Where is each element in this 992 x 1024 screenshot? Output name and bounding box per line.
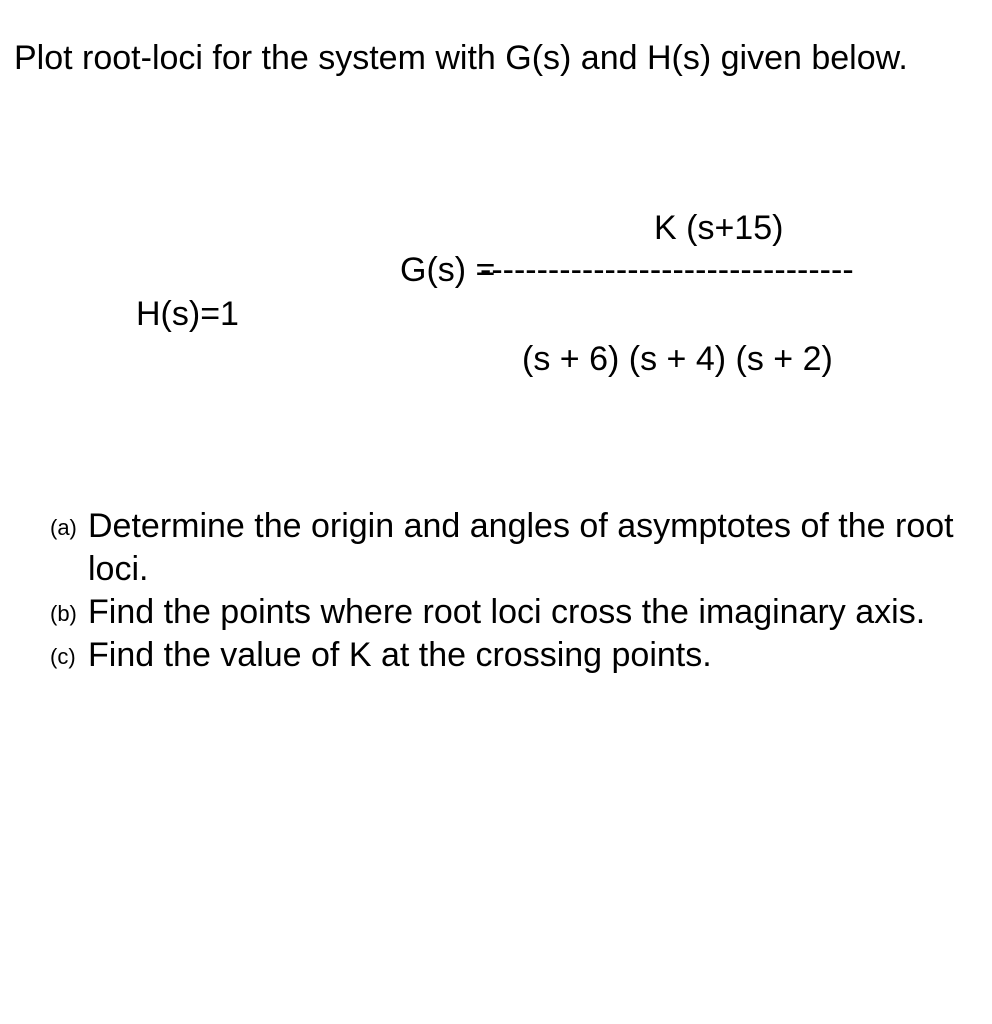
problem-statement: Plot root-loci for the system with G(s) and H(s) given below.: [14, 39, 908, 77]
question-text: Find the points where root loci cross the imaginary axis.: [88, 593, 926, 631]
g-label: G(s) =: [400, 251, 496, 289]
g-numerator: K (s+15): [654, 209, 784, 247]
question-text: Determine the origin and angles of asymptotes of the root loci.: [88, 507, 954, 588]
g-denominator: (s + 6) (s + 4) (s + 2): [522, 340, 833, 378]
question-marker: (c): [50, 644, 76, 669]
fraction-bar: ---------------------------------: [480, 251, 854, 289]
question-c: [50, 634, 970, 677]
question-marker: (b): [50, 601, 77, 626]
h-equation: H(s)=1: [136, 295, 239, 333]
question-list: [50, 505, 970, 677]
question-b: [50, 591, 970, 634]
question-marker: (a): [50, 515, 77, 540]
question-text: Find the value of K at the crossing points.: [88, 636, 712, 674]
question-a: [50, 505, 970, 591]
